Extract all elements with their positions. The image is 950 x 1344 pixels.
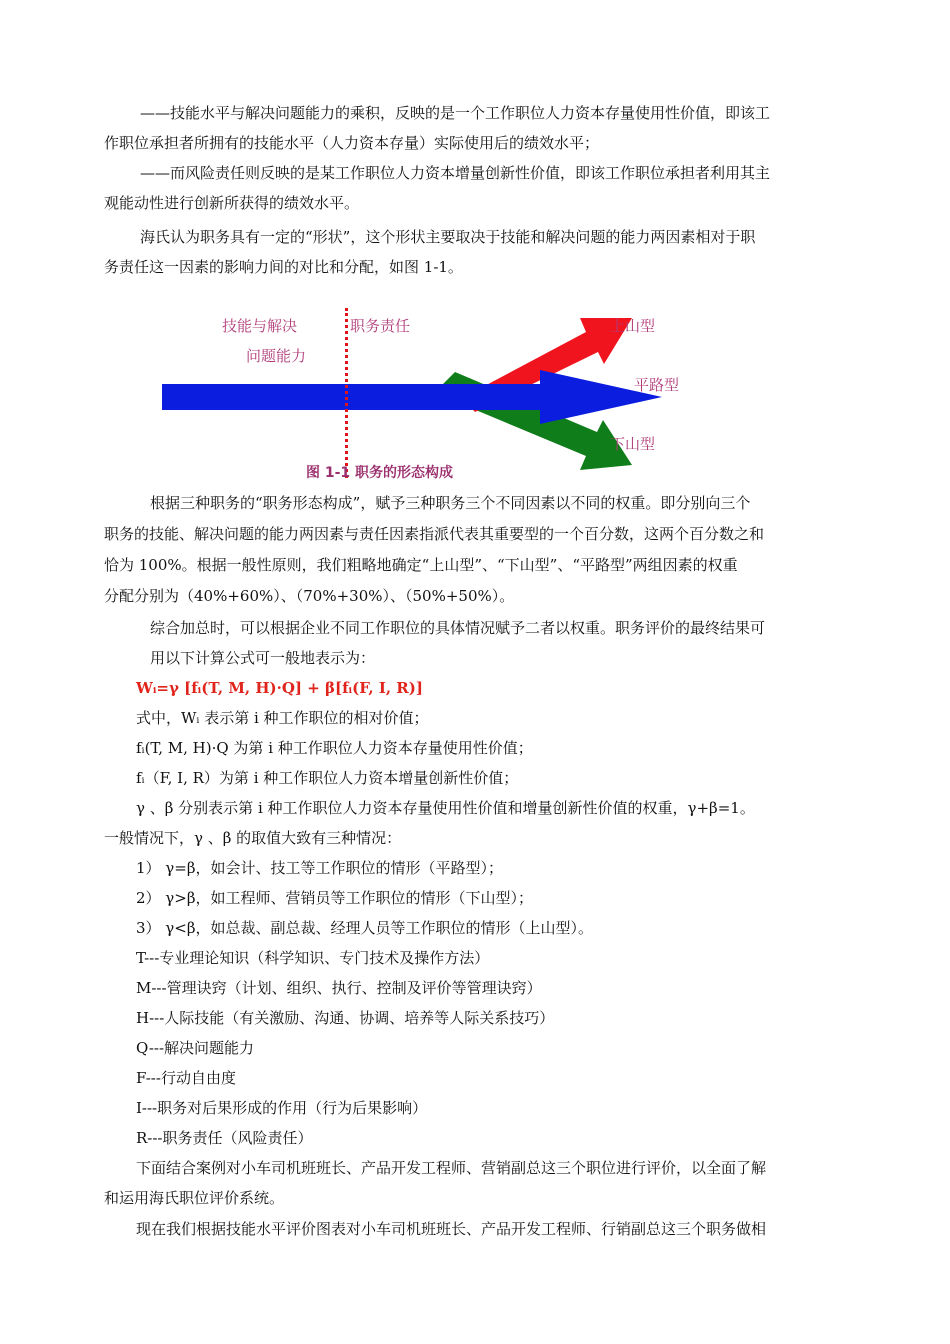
paragraph-line: 综合加总时，可以根据企业不同工作职位的具体情况赋予二者以权重。职务评价的最终结果可: [150, 619, 766, 637]
definition-line: γ 、β 分别表示第 i 种工作职位人力资本存量使用性价值和增量创新性价值的权重，γ+β=1。: [136, 799, 755, 817]
paragraph-line: 分配分别为（40%+60%）、（70%+30%）、（50%+50%）。: [104, 587, 515, 605]
figure-arrows: [0, 0, 950, 500]
paragraph-line: ——而风险责任则反映的是某工作职位人力资本增量创新性价值，即该工作职位承担者利用其主: [140, 164, 771, 182]
definition-line: fᵢ（F, I, R）为第 i 种工作职位人力资本增量创新性价值；: [136, 769, 519, 787]
paragraph-line: 务责任这一因素的影响力间的对比和分配，如图 1-1。: [104, 258, 463, 276]
definition-line: R---职务责任（风险责任）: [136, 1129, 313, 1147]
definition-line: fᵢ(T, M, H)·Q 为第 i 种工作职位人力资本存量使用性价值；: [136, 739, 533, 757]
label-job-responsibility: 职务责任: [350, 317, 411, 335]
label-skill-problem-solving: 技能与解决: [222, 317, 298, 335]
paragraph-line: 职务的技能、解决问题的能力两因素与责任因素指派代表其重要型的一个百分数，这两个百分数之和: [104, 525, 765, 543]
definition-line: H---人际技能（有关激励、沟通、协调、培养等人际关系技巧）: [136, 1009, 555, 1027]
definition-line: T---专业理论知识（科学知识、专门技术及操作方法）: [136, 949, 490, 967]
label-flat: 平路型: [634, 376, 680, 394]
paragraph-line: 和运用海氏职位评价系统。: [104, 1189, 285, 1207]
responsibility-divider: [345, 308, 348, 478]
definition-line: 1） γ=β，如会计、技工等工作职位的情形（平路型）；: [136, 859, 504, 877]
paragraph-line: ——技能水平与解决问题能力的乘积，反映的是一个工作职位人力资本存量使用性价值，即该工: [140, 104, 771, 122]
definition-line: 2） γ>β，如工程师、营销员等工作职位的情形（下山型）；: [136, 889, 534, 907]
paragraph-line: 作职位承担者所拥有的技能水平（人力资本存量）实际使用后的绩效水平；: [104, 134, 600, 152]
paragraph-line: 用以下计算公式可一般地表示为：: [150, 649, 376, 667]
paragraph-line: 下面结合案例对小车司机班班长、产品开发工程师、营销副总这三个职位进行评价，以全面了解: [136, 1159, 767, 1177]
definition-line: 3） γ<β，如总裁、副总裁、经理人员等工作职位的情形（上山型）。: [136, 919, 594, 937]
definition-line: Q---解决问题能力: [136, 1039, 255, 1057]
definition-line: M---管理诀窍（计划、组织、执行、控制及评价等管理诀窍）: [136, 979, 542, 997]
label-downhill: 下山型: [610, 435, 656, 453]
weight-formula: Wᵢ=γ [fᵢ(T, M, H)·Q] + β[fᵢ(F, I, R)]: [136, 679, 423, 697]
paragraph-line: 海氏认为职务具有一定的“形状”，这个形状主要取决于技能和解决问题的能力两因素相对于职: [140, 228, 756, 246]
definition-line: I---职务对后果形成的作用（行为后果影响）: [136, 1099, 428, 1117]
label-uphill: 上山型: [610, 317, 656, 335]
figure-caption: 图 1-1 职务的形态构成: [306, 465, 454, 481]
paragraph-line: 恰为 100%。根据一般性原则，我们粗略地确定“上山型”、“下山型”、“平路型”两组因素的权重: [104, 556, 738, 574]
definition-line: 一般情况下，γ 、β 的取值大致有三种情况：: [104, 829, 402, 847]
definition-line: F---行动自由度: [136, 1069, 236, 1087]
definition-line: 式中，Wᵢ 表示第 i 种工作职位的相对价值；: [136, 709, 429, 727]
flat-arrow: [162, 370, 662, 424]
paragraph-line: 根据三种职务的“职务形态构成”，赋予三种职务三个不同因素以不同的权重。即分别向三个: [150, 494, 751, 512]
label-skill-problem-solving-2: 问题能力: [246, 347, 307, 365]
paragraph-line: 观能动性进行创新所获得的绩效水平。: [104, 194, 360, 212]
paragraph-line: 现在我们根据技能水平评价图表对小车司机班班长、产品开发工程师、行销副总这三个职务做相: [136, 1220, 767, 1238]
